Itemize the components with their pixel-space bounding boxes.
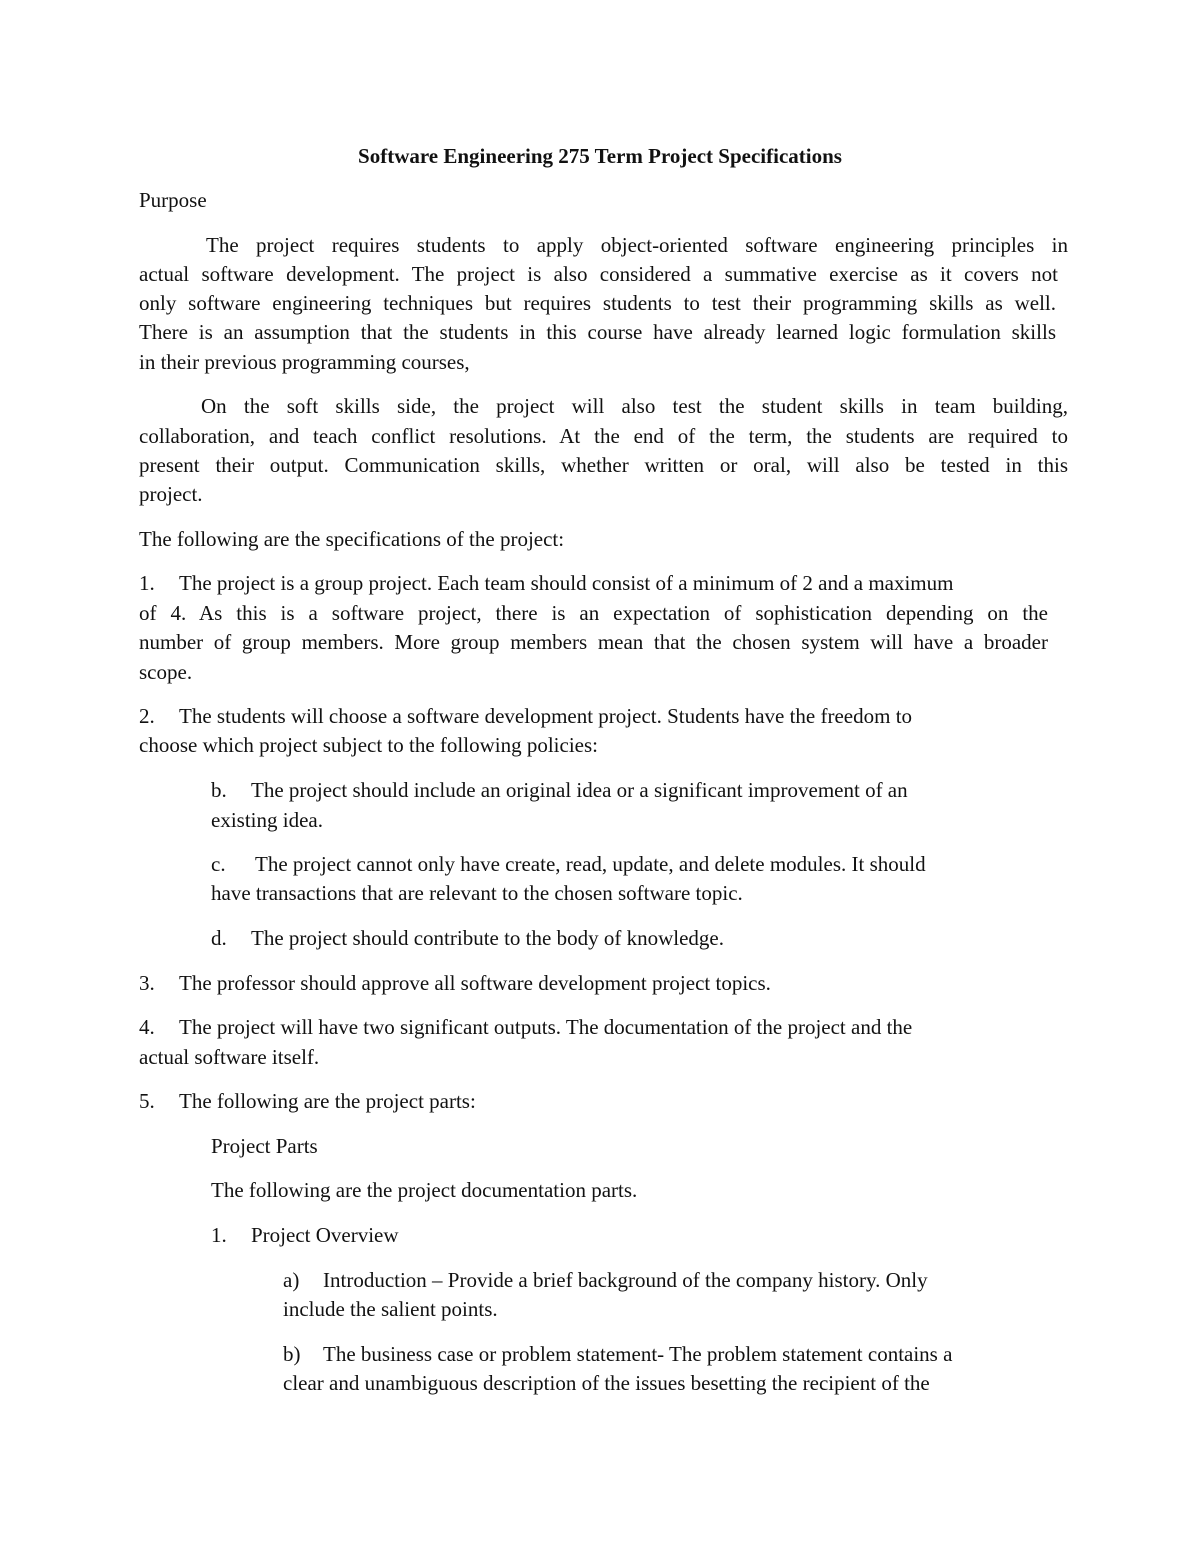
sub-item-b-business-case [283,1339,952,1369]
sub-item-text: The project should contribute to the body of knowledge. [251,926,724,950]
sub-item-text: Introduction – Provide a brief background of the company history. Only [323,1268,928,1292]
item-text: The professor should approve all software development project topics. [179,971,771,995]
item-text: The project is a group project. Each team should consist of a minimum of 2 and a maximum [179,571,954,595]
item-text: The following are the project parts: [179,1089,476,1113]
para1-line: in their previous programming courses, [139,350,470,374]
spec-item-line: actual software itself. [139,1045,320,1069]
sub-item-d [211,923,724,953]
spec-item-4 [139,1012,912,1042]
sub-item-line: clear and unambiguous description of the issues besetting the recipient of the [283,1371,930,1395]
item-number: 1. [139,571,155,595]
project-overview-item [211,1220,399,1250]
para2-line: project. [139,482,203,506]
para2-line: collaboration, and teach conflict resolutions. At the end of the term, the students are required to [139,424,1068,448]
para1-line: The project requires students to apply object-oriented software engineering principles in [206,233,1068,257]
item-number: 5. [139,1089,155,1113]
spec-item-line: of 4. As this is a software project, there is an expectation of sophistication depending on the [139,601,1048,625]
spec-item-3 [139,968,771,998]
sub-item-a-introduction [283,1265,928,1295]
item-number: 2. [139,704,155,728]
para1-line: only software engineering techniques but requires students to test their programming skills as well. [139,291,1056,315]
document-title: Software Engineering 275 Term Project Specifications [358,144,842,168]
spec-item-line: number of group members. More group members mean that the chosen system will have a broader [139,630,1048,654]
sub-item-c [211,849,926,879]
sub-item-letter: d. [211,926,227,950]
sub-item-b [211,775,908,805]
item-number: 1. [211,1223,227,1247]
sub-item-letter: a) [283,1268,300,1292]
doc-parts-intro: The following are the project documentation parts. [211,1178,638,1202]
sub-item-letter: b) [283,1342,301,1366]
sub-item-line: have transactions that are relevant to the chosen software topic. [211,881,743,905]
para2-line: present their output. Communication skills, whether written or oral, will also be tested in this [139,453,1068,477]
spec-item-1 [139,568,1055,598]
sub-item-text: The project cannot only have create, read, update, and delete modules. It should [255,852,926,876]
project-parts-heading: Project Parts [211,1134,318,1158]
sub-item-line: existing idea. [211,808,323,832]
specs-intro: The following are the specifications of the project: [139,527,565,551]
item-text: The students will choose a software development project. Students have the freedom to [179,704,913,728]
sub-item-line: include the salient points. [283,1297,498,1321]
para2-line: On the soft skills side, the project will also test the student skills in team building, [201,394,1068,418]
para1-line: There is an assumption that the students in this course have already learned logic formulation skills [139,320,1056,344]
item-number: 4. [139,1015,155,1039]
sub-item-text: The business case or problem statement- The problem statement contains a [323,1342,953,1366]
sub-item-letter: b. [211,778,227,802]
purpose-heading: Purpose [139,188,207,212]
spec-item-line: choose which project subject to the following policies: [139,733,598,757]
sub-item-letter: c. [211,852,226,876]
sub-item-text: The project should include an original idea or a significant improvement of an [251,778,908,802]
item-text: The project will have two significant outputs. The documentation of the project and the [179,1015,913,1039]
item-number: 3. [139,971,155,995]
spec-item-line: scope. [139,660,193,684]
spec-item-2 [139,701,912,731]
item-text: Project Overview [251,1223,399,1247]
para1-line: actual software development. The project is also considered a summative exercise as it covers not [139,262,1058,286]
spec-item-5 [139,1086,476,1116]
